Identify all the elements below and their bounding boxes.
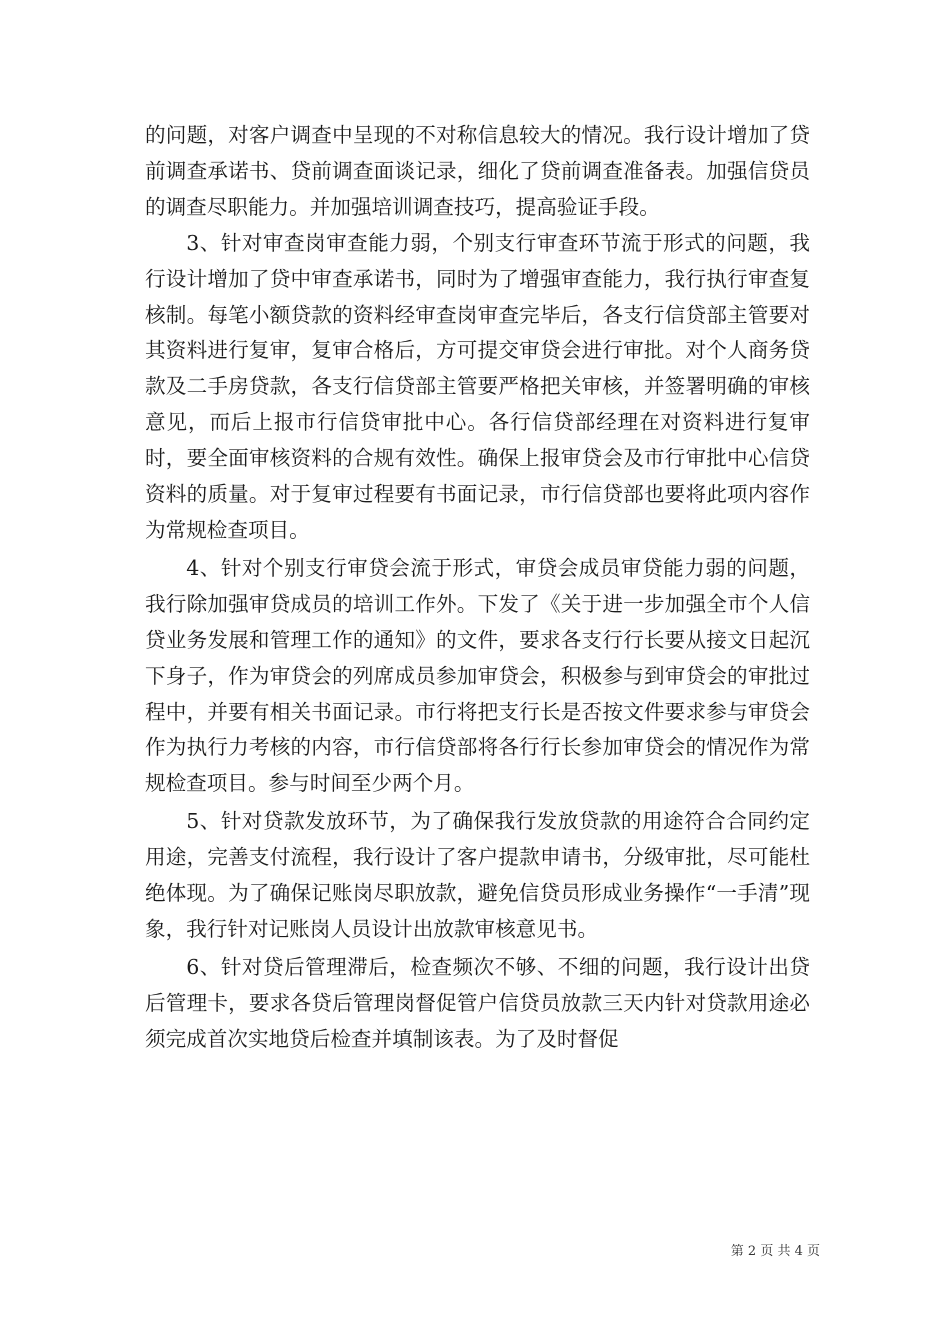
paragraph-item-4: 4、针对个别支行审贷会流于形式，审贷会成员审贷能力弱的问题，我行除加强审贷成员的培训工作外。下发了《关于进一步加强全市个人信贷业务发展和管理工作的通知》的文件，要求各支行行长要从接文日起沉下身子，作为审贷会的列席成员参加审贷会，积极参与到审贷会的审批过程中，并要有相关书面记录。市行将把支行长是否按文件要求参与审贷会作为执行力考核的内容，市行信贷部将各行行长参加审贷会的情况作为常规检查项目。参与时间至少两个月。 — [145, 555, 810, 796]
page-number: 第 2 页 共 4 页 — [730, 1244, 820, 1259]
paragraph-item-6: 6、针对贷后管理滞后，检查频次不够、不细的问题，我行设计出贷后管理卡，要求各贷后管理岗督促管户信贷员放款三天内针对贷款用途必须完成首次实地贷后检查并填制该表。为了及时督促 — [145, 954, 810, 1051]
body-text — [145, 118, 810, 1058]
paragraph-continuation: 的问题，对客户调查中呈现的不对称信息较大的情况。我行设计增加了贷前调查承诺书、贷前调查面谈记录，细化了贷前调查准备表。加强信贷员的调查尽职能力。并加强培训调查技巧，提高验证手段。 — [145, 123, 810, 219]
paragraph-item-3: 3、针对审查岗审查能力弱，个别支行审查环节流于形式的问题，我行设计增加了贷中审查承诺书，同时为了增强审查能力，我行执行审查复核制。每笔小额贷款的资料经审查岗审查完毕后，各支行信贷部主管要对其资料进行复审，复审合格后，方可提交审贷会进行审批。对个人商务贷款及二手房贷款，各支行信贷部主管要严格把关审核，并签署明确的审核意见，而后上报市行信贷审批中心。各行信贷部经理在对资料进行复审时，要全面审核资料的合规有效性。确保上报审贷会及市行审批中心信贷资料的质量。对于复审过程要有书面记录，市行信贷部也要将此项内容作为常规检查项目。 — [145, 230, 810, 542]
paragraph-item-5: 5、针对贷款发放环节，为了确保我行发放贷款的用途符合合同约定用途，完善支付流程，我行设计了客户提款申请书，分级审批，尽可能杜绝体现。为了确保记账岗尽职放款，避免信贷员形成业务操作“一手清”现象，我行针对记账岗人员设计出放款审核意见书。 — [145, 809, 810, 941]
